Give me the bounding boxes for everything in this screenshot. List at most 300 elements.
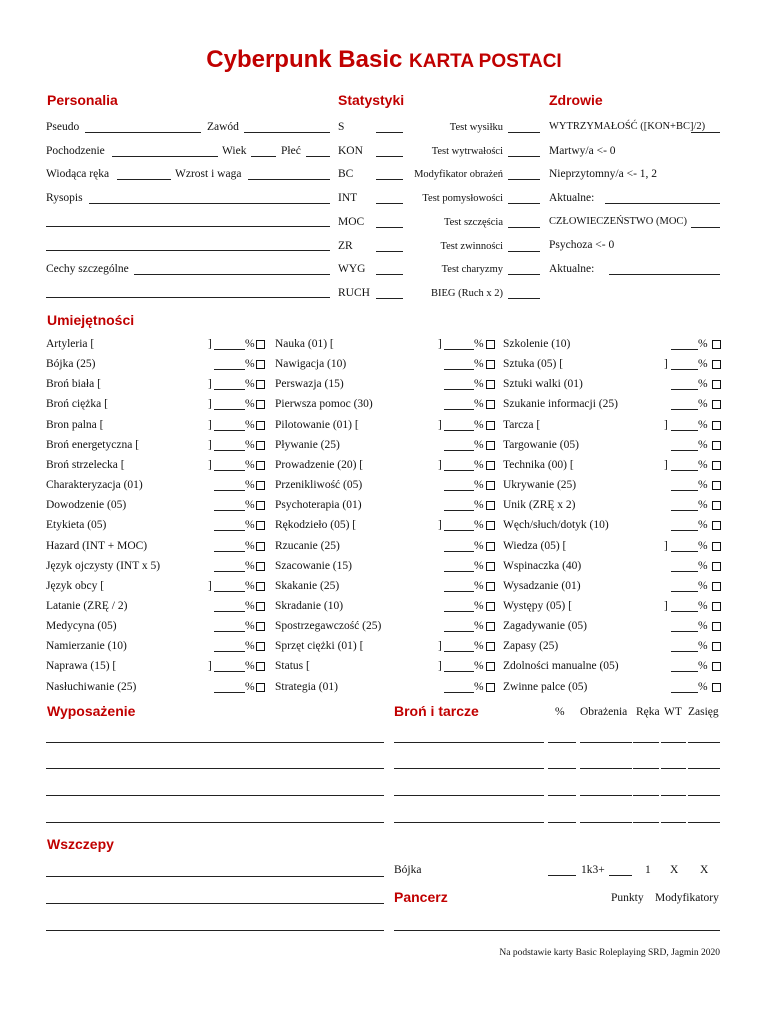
stat-value-field[interactable] <box>376 156 403 157</box>
skill-checkbox[interactable] <box>256 562 265 571</box>
skill-name: Artyleria [ <box>46 338 95 350</box>
weapon-field[interactable] <box>394 795 544 796</box>
rysopis-field-3[interactable] <box>46 250 330 251</box>
skill-name: Nauka (01) [ <box>275 338 334 350</box>
skill-value-field[interactable] <box>671 571 698 572</box>
skill-checkbox[interactable] <box>486 622 495 631</box>
skill-value-field[interactable] <box>444 611 474 612</box>
skill-name: Rękodzieło (05) [ <box>275 519 357 532</box>
pancerz-line[interactable] <box>394 930 720 931</box>
skill-percent: % <box>698 418 708 431</box>
pancerz-heading: Pancerz <box>394 889 448 905</box>
skill-checkbox[interactable] <box>486 521 495 530</box>
wyposazenie-line-4[interactable] <box>46 822 384 823</box>
skill-name: Język ojczysty (INT x 5) <box>46 559 161 572</box>
skill-value-field[interactable] <box>214 651 245 652</box>
weapon-field[interactable] <box>548 795 576 796</box>
wytrzymalosc-label: WYTRZYMAŁOŚĆ ([KON+BC]/2) <box>549 121 706 132</box>
stat-test-label: BIEG (Ruch x 2) <box>430 287 503 299</box>
weapon-field[interactable] <box>633 768 659 769</box>
skill-name: Szukanie informacji (25) <box>503 398 618 411</box>
stat-test-field[interactable] <box>508 203 540 204</box>
skill-value-field[interactable] <box>214 671 245 672</box>
skill-name: Wspinaczka (40) <box>503 559 582 572</box>
stat-abbr: RUCH <box>338 286 370 299</box>
stat-value-field[interactable] <box>376 274 403 275</box>
cechy-field-2[interactable] <box>46 297 330 298</box>
skill-close-bracket: ] <box>664 418 668 431</box>
stat-test-field[interactable] <box>508 251 540 252</box>
skill-percent: % <box>245 559 255 572</box>
skill-value-field[interactable] <box>214 571 245 572</box>
skill-value-field[interactable] <box>671 611 698 612</box>
nieprzytomny-label: Nieprzytomny/a <- 1, 2 <box>549 168 658 180</box>
skill-value-field[interactable] <box>444 631 474 632</box>
skill-value-field[interactable] <box>444 470 474 471</box>
skill-name: Dowodzenie (05) <box>46 499 127 512</box>
skill-checkbox[interactable] <box>486 360 495 369</box>
pochodzenie-field[interactable] <box>112 156 218 157</box>
skill-checkbox[interactable] <box>486 642 495 651</box>
skill-percent: % <box>474 378 484 391</box>
skill-percent: % <box>474 398 484 411</box>
skill-name: Naprawa (15) [ <box>46 660 117 673</box>
skill-value-field[interactable] <box>444 430 474 431</box>
skill-name: Targowanie (05) <box>503 438 579 451</box>
skill-value-field[interactable] <box>214 692 245 693</box>
skill-percent: % <box>474 539 484 552</box>
skill-percent: % <box>474 358 484 371</box>
skill-checkbox[interactable] <box>486 441 495 450</box>
skill-value-field[interactable] <box>671 369 698 370</box>
bojka-dmg-field[interactable] <box>609 875 632 876</box>
skill-checkbox[interactable] <box>256 642 265 651</box>
skill-checkbox[interactable] <box>486 602 495 611</box>
skill-percent: % <box>245 599 255 612</box>
weapon-field[interactable] <box>688 742 720 743</box>
skill-percent: % <box>245 620 255 633</box>
skill-percent: % <box>698 338 708 350</box>
skill-value-field[interactable] <box>214 490 245 491</box>
skill-checkbox[interactable] <box>712 481 721 490</box>
stat-value-field[interactable] <box>376 227 403 228</box>
aktualne-hp-label: Aktualne: <box>549 192 595 204</box>
skill-name: Pływanie (25) <box>275 438 340 451</box>
skill-name: Występy (05) [ <box>503 599 572 612</box>
skill-checkbox[interactable] <box>256 662 265 671</box>
psychoza-label: Psychoza <- 0 <box>549 239 615 251</box>
skill-name: Strategia (01) <box>275 680 338 693</box>
skill-value-field[interactable] <box>444 551 474 552</box>
weapon-field[interactable] <box>633 742 659 743</box>
skill-name: Pierwsza pomoc (30) <box>275 398 373 411</box>
skill-value-field[interactable] <box>214 591 245 592</box>
skill-name: Zagadywanie (05) <box>503 620 587 633</box>
zawod-label: Zawód <box>207 121 239 133</box>
personalia-heading: Personalia <box>47 92 118 108</box>
skill-percent: % <box>245 438 255 451</box>
skill-percent: % <box>474 438 484 451</box>
skill-value-field[interactable] <box>671 510 698 511</box>
skill-percent: % <box>698 378 708 391</box>
skill-checkbox[interactable] <box>256 461 265 470</box>
weapon-field[interactable] <box>580 822 632 823</box>
skill-percent: % <box>245 458 255 471</box>
skill-value-field[interactable] <box>671 651 698 652</box>
skill-close-bracket: ] <box>208 378 212 391</box>
skill-close-bracket: ] <box>664 358 668 371</box>
skill-percent: % <box>698 458 708 471</box>
skill-name: Ukrywanie (25) <box>503 479 577 492</box>
skill-checkbox[interactable] <box>712 542 721 551</box>
weapon-field[interactable] <box>688 822 720 823</box>
skill-checkbox[interactable] <box>712 400 721 409</box>
skill-close-bracket: ] <box>438 660 442 673</box>
skill-checkbox[interactable] <box>712 521 721 530</box>
skill-name: Zwinne palce (05) <box>503 680 588 693</box>
bron-col-reka: Ręka <box>636 706 660 718</box>
skill-value-field[interactable] <box>444 671 474 672</box>
skill-value-field[interactable] <box>444 692 474 693</box>
wszczepy-heading: Wszczepy <box>47 836 114 852</box>
umiejetnosci-heading: Umiejętności <box>47 312 135 328</box>
statystyki-heading: Statystyki <box>338 92 405 108</box>
rysopis-label: Rysopis <box>46 192 83 204</box>
skill-percent: % <box>245 338 255 350</box>
skill-checkbox[interactable] <box>256 622 265 631</box>
skill-percent: % <box>245 499 255 512</box>
skill-checkbox[interactable] <box>712 441 721 450</box>
skill-checkbox[interactable] <box>256 481 265 490</box>
weapon-field[interactable] <box>633 822 659 823</box>
skill-checkbox[interactable] <box>486 461 495 470</box>
bron-col-zasieg: Zasięg <box>688 706 719 718</box>
reka-field[interactable] <box>117 179 171 180</box>
skill-percent: % <box>474 418 484 431</box>
stat-test-field[interactable] <box>508 227 540 228</box>
skill-checkbox[interactable] <box>712 683 721 692</box>
skill-value-field[interactable] <box>444 349 474 350</box>
skill-close-bracket: ] <box>438 458 442 471</box>
skill-name: Sprzęt ciężki (01) [ <box>275 640 364 653</box>
skill-value-field[interactable] <box>214 450 245 451</box>
skill-close-bracket: ] <box>208 398 212 411</box>
aktualne-hp-field[interactable] <box>605 203 720 204</box>
stat-test-label: Test charyzmy <box>441 264 503 276</box>
skill-value-field[interactable] <box>214 389 245 390</box>
skill-value-field[interactable] <box>444 651 474 652</box>
skill-value-field[interactable] <box>671 470 698 471</box>
weapon-field[interactable] <box>394 742 544 743</box>
skill-value-field[interactable] <box>671 349 698 350</box>
skill-name: Tarcza [ <box>503 418 541 431</box>
skill-value-field[interactable] <box>671 409 698 410</box>
stat-test-field[interactable] <box>508 132 540 133</box>
skill-name: Namierzanie (10) <box>46 640 127 653</box>
skill-value-field[interactable] <box>671 692 698 693</box>
skill-value-field[interactable] <box>444 490 474 491</box>
skill-percent: % <box>245 418 255 431</box>
title-sub: KARTA POSTACI <box>409 51 562 72</box>
pseudo-field[interactable] <box>85 132 201 133</box>
skill-name: Skradanie (10) <box>275 599 344 612</box>
stat-abbr: MOC <box>338 215 365 228</box>
weapon-field[interactable] <box>688 768 720 769</box>
skill-close-bracket: ] <box>438 519 442 532</box>
skill-percent: % <box>698 499 708 512</box>
wyposazenie-line-1[interactable] <box>46 742 384 743</box>
skill-checkbox[interactable] <box>712 421 721 430</box>
skill-checkbox[interactable] <box>256 421 265 430</box>
skill-close-bracket: ] <box>664 599 668 612</box>
weapon-field[interactable] <box>661 795 686 796</box>
skill-value-field[interactable] <box>214 551 245 552</box>
skill-checkbox[interactable] <box>712 562 721 571</box>
skill-percent: % <box>698 680 708 693</box>
stat-test-label: Test wysiłku <box>449 122 503 133</box>
skill-close-bracket: ] <box>664 458 668 471</box>
weapon-field[interactable] <box>661 822 686 823</box>
plec-field[interactable] <box>306 156 330 157</box>
rysopis-field[interactable] <box>89 203 330 204</box>
skill-value-field[interactable] <box>444 389 474 390</box>
skill-value-field[interactable] <box>444 450 474 451</box>
skill-checkbox[interactable] <box>256 380 265 389</box>
skill-percent: % <box>474 559 484 572</box>
weapon-field[interactable] <box>633 795 659 796</box>
stat-value-field[interactable] <box>376 203 403 204</box>
skill-checkbox[interactable] <box>486 562 495 571</box>
skill-value-field[interactable] <box>444 369 474 370</box>
skill-close-bracket: ] <box>438 640 442 653</box>
skill-checkbox[interactable] <box>256 683 265 692</box>
skill-checkbox[interactable] <box>256 400 265 409</box>
weapon-field[interactable] <box>661 742 686 743</box>
skill-checkbox[interactable] <box>486 542 495 551</box>
stat-test-field[interactable] <box>508 179 540 180</box>
martwy-label: Martwy/a <- 0 <box>549 145 616 157</box>
skill-name: Szkolenie (10) <box>503 338 571 350</box>
skill-checkbox[interactable] <box>256 602 265 611</box>
bojka-weapon-name: Bójka <box>394 864 422 876</box>
wytrzymalosc-field[interactable] <box>691 132 720 133</box>
skill-name: Broń biała [ <box>46 378 101 391</box>
skill-percent: % <box>698 660 708 673</box>
stat-test-label: Test zwinności <box>440 240 503 252</box>
skill-checkbox[interactable] <box>256 582 265 591</box>
skill-percent: % <box>474 499 484 512</box>
skill-value-field[interactable] <box>671 671 698 672</box>
skill-name: Sztuka (05) [ <box>503 358 564 371</box>
skill-percent: % <box>698 438 708 451</box>
weapon-field[interactable] <box>580 795 632 796</box>
skill-percent: % <box>698 519 708 532</box>
page-title <box>0 46 768 74</box>
weapon-field[interactable] <box>580 742 632 743</box>
wiek-field[interactable] <box>251 156 276 157</box>
skill-value-field[interactable] <box>444 591 474 592</box>
zawod-field[interactable] <box>244 132 330 133</box>
skill-value-field[interactable] <box>214 530 245 531</box>
weapon-field[interactable] <box>548 822 576 823</box>
skill-checkbox[interactable] <box>486 340 495 349</box>
skill-checkbox[interactable] <box>486 683 495 692</box>
skill-value-field[interactable] <box>671 450 698 451</box>
skill-checkbox[interactable] <box>486 380 495 389</box>
skill-percent: % <box>474 579 484 592</box>
skill-name: Wiedza (05) [ <box>503 539 567 552</box>
skill-percent: % <box>245 479 255 492</box>
skill-name: Broń energetyczna [ <box>46 438 140 451</box>
cechy-field[interactable] <box>134 274 330 275</box>
skill-value-field[interactable] <box>671 551 698 552</box>
skill-percent: % <box>698 620 708 633</box>
skill-checkbox[interactable] <box>486 481 495 490</box>
wszczepy-line-3[interactable] <box>46 930 384 931</box>
skill-name: Perswazja (15) <box>275 378 344 391</box>
skill-percent: % <box>698 599 708 612</box>
skill-checkbox[interactable] <box>486 421 495 430</box>
skill-name: Skakanie (25) <box>275 579 340 592</box>
skill-checkbox[interactable] <box>486 662 495 671</box>
stat-value-field[interactable] <box>376 298 403 299</box>
czlowieczenstwo-label: CZŁOWIECZEŃSTWO (MOC) <box>549 216 687 227</box>
skill-checkbox[interactable] <box>256 360 265 369</box>
czlowieczenstwo-field[interactable] <box>691 227 720 228</box>
stat-value-field[interactable] <box>376 132 403 133</box>
weapon-field[interactable] <box>394 822 544 823</box>
zdrowie-heading: Zdrowie <box>549 92 603 108</box>
pochodzenie-label: Pochodzenie <box>46 145 105 157</box>
skill-value-field[interactable] <box>214 510 245 511</box>
skill-value-field[interactable] <box>214 631 245 632</box>
skill-checkbox[interactable] <box>486 582 495 591</box>
skill-value-field[interactable] <box>444 409 474 410</box>
wyposazenie-line-2[interactable] <box>46 768 384 769</box>
skill-value-field[interactable] <box>671 490 698 491</box>
skill-value-field[interactable] <box>214 349 245 350</box>
skill-value-field[interactable] <box>214 409 245 410</box>
bron-heading: Broń i tarcze <box>394 703 479 719</box>
skill-percent: % <box>698 640 708 653</box>
skill-checkbox[interactable] <box>256 521 265 530</box>
stat-test-label: Test wytrwałości <box>431 145 503 157</box>
skill-checkbox[interactable] <box>712 380 721 389</box>
skill-checkbox[interactable] <box>712 582 721 591</box>
stat-test-field[interactable] <box>508 298 540 299</box>
skill-checkbox[interactable] <box>712 360 721 369</box>
stat-abbr: BC <box>338 168 354 181</box>
wyposazenie-heading: Wyposażenie <box>47 703 136 719</box>
skill-checkbox[interactable] <box>256 441 265 450</box>
skill-checkbox[interactable] <box>712 501 721 510</box>
skill-name: Szacowanie (15) <box>275 559 352 572</box>
wiek-label: Wiek <box>222 145 247 157</box>
skill-value-field[interactable] <box>444 510 474 511</box>
skill-name: Bron palna [ <box>46 418 104 431</box>
skill-value-field[interactable] <box>214 369 245 370</box>
bojka-pct-field[interactable] <box>548 875 576 876</box>
weapon-field[interactable] <box>580 768 632 769</box>
skill-percent: % <box>245 660 255 673</box>
footer-credit: Na podstawie karty Basic Roleplaying SRD, Jagmin 2020 <box>499 948 720 958</box>
skill-percent: % <box>474 620 484 633</box>
skill-percent: % <box>698 579 708 592</box>
aktualne-cz-field[interactable] <box>609 274 720 275</box>
skill-name: Status [ <box>275 660 310 673</box>
weapon-field[interactable] <box>548 768 576 769</box>
skill-value-field[interactable] <box>671 430 698 431</box>
skill-checkbox[interactable] <box>712 662 721 671</box>
skill-value-field[interactable] <box>444 530 474 531</box>
skill-percent: % <box>245 680 255 693</box>
weapon-field[interactable] <box>394 768 544 769</box>
pancerz-modyfikatory: Modyfikatory <box>655 892 719 904</box>
skill-value-field[interactable] <box>671 389 698 390</box>
skill-name: Nasłuchiwanie (25) <box>46 680 137 693</box>
stat-abbr: WYG <box>338 263 366 276</box>
skill-checkbox[interactable] <box>712 461 721 470</box>
skill-name: Język obcy [ <box>46 579 105 592</box>
skill-value-field[interactable] <box>214 430 245 431</box>
skill-name: Technika (00) [ <box>503 458 574 471</box>
skill-checkbox[interactable] <box>712 642 721 651</box>
skill-name: Latanie (ZRĘ / 2) <box>46 599 128 612</box>
skill-checkbox[interactable] <box>486 400 495 409</box>
wyposazenie-line-3[interactable] <box>46 795 384 796</box>
skill-value-field[interactable] <box>671 530 698 531</box>
skill-checkbox[interactable] <box>256 340 265 349</box>
skill-percent: % <box>698 358 708 371</box>
skill-close-bracket: ] <box>664 539 668 552</box>
skill-percent: % <box>474 680 484 693</box>
stat-value-field[interactable] <box>376 251 403 252</box>
skill-checkbox[interactable] <box>712 602 721 611</box>
stat-test-field[interactable] <box>508 274 540 275</box>
stat-abbr: INT <box>338 192 358 205</box>
skill-value-field[interactable] <box>444 571 474 572</box>
weapon-field[interactable] <box>548 742 576 743</box>
wszczepy-line-2[interactable] <box>46 903 384 904</box>
weapon-field[interactable] <box>688 795 720 796</box>
skill-percent: % <box>245 539 255 552</box>
skill-value-field[interactable] <box>671 591 698 592</box>
bojka-hand: 1 <box>645 864 651 876</box>
skill-checkbox[interactable] <box>712 340 721 349</box>
stat-test-label: Test pomysłowości <box>422 193 503 205</box>
skill-checkbox[interactable] <box>256 501 265 510</box>
stat-abbr: KON <box>338 144 363 157</box>
skill-checkbox[interactable] <box>486 501 495 510</box>
wszczepy-line-1[interactable] <box>46 876 384 877</box>
stat-value-field[interactable] <box>376 179 403 180</box>
stat-test-field[interactable] <box>508 156 540 157</box>
skill-value-field[interactable] <box>214 470 245 471</box>
skill-close-bracket: ] <box>208 660 212 673</box>
rysopis-field-2[interactable] <box>46 226 330 227</box>
skill-value-field[interactable] <box>214 611 245 612</box>
wzrost-field[interactable] <box>248 179 330 180</box>
stat-test-label: Test szczęścia <box>443 216 503 228</box>
skill-name: Wysadzanie (01) <box>503 579 581 592</box>
skill-checkbox[interactable] <box>256 542 265 551</box>
skill-name: Unik (ZRĘ x 2) <box>503 499 576 512</box>
weapon-field[interactable] <box>661 768 686 769</box>
skill-value-field[interactable] <box>671 631 698 632</box>
bron-col-obrazenia: Obrażenia <box>580 706 628 718</box>
skill-checkbox[interactable] <box>712 622 721 631</box>
skill-close-bracket: ] <box>208 418 212 431</box>
